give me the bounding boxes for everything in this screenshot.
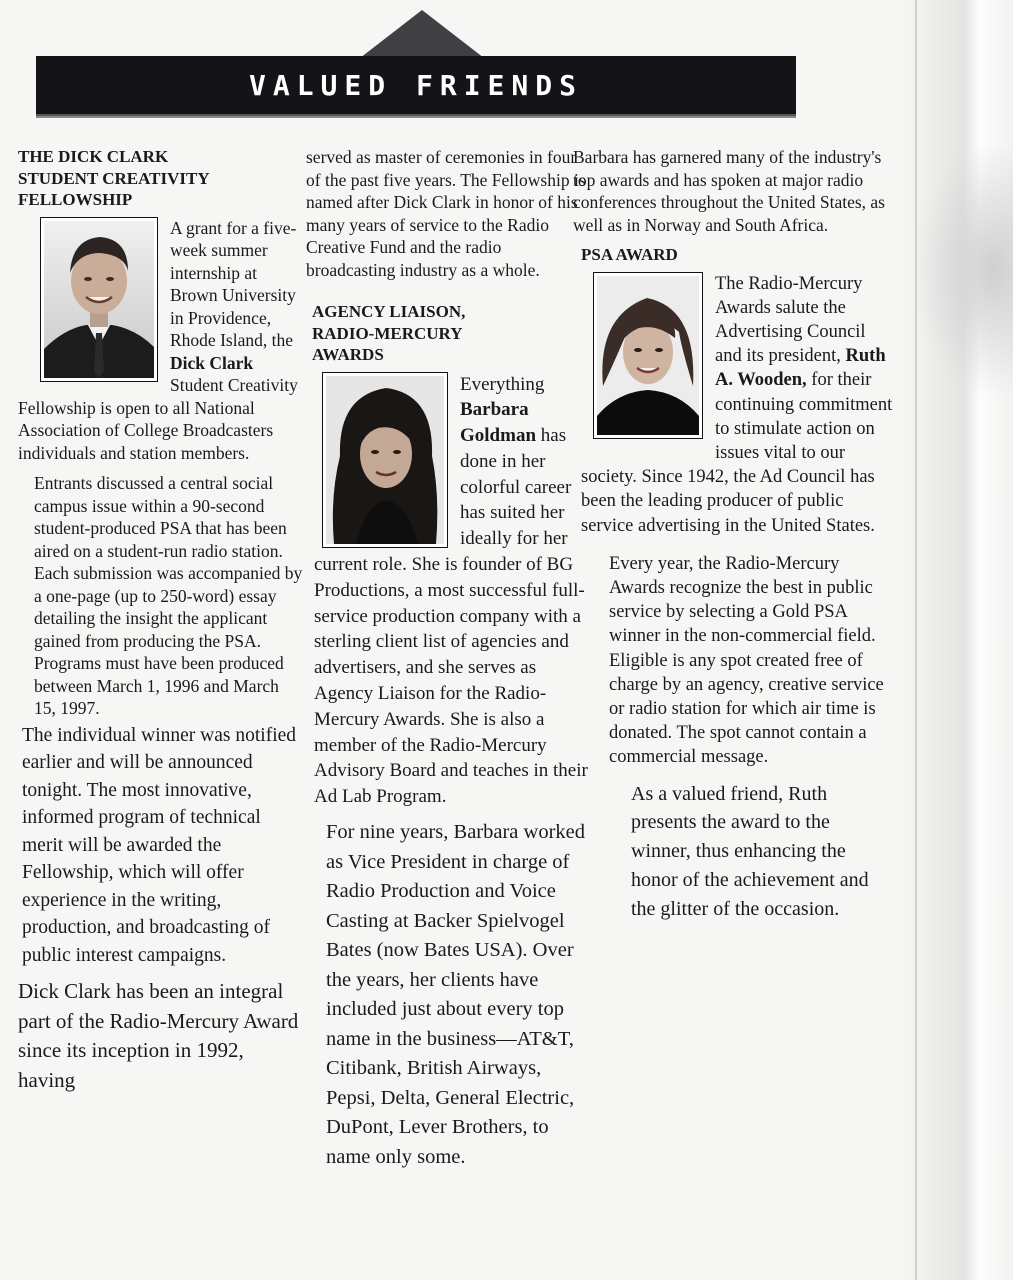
barbara-goldman-awards: Barbara has garnered many of the industry's top awards and has spoken at major radio conferences throughout the United States, as well as in Norway and South Africa. xyxy=(573,147,885,235)
barbara-goldman-career: For nine years, Barbara worked as Vice President in charge of Radio Production and Voice Casting at Backer Spielvogel Bates (now Bates USA). Over the years, her clients have included just about every top name in the business—AT&T, Citibank, British Airways, Pepsi, Delta, General Electric, DuPont, Lever Brothers, to name only some. xyxy=(326,821,586,1168)
page-shading xyxy=(913,140,1013,400)
dick-clark-photo xyxy=(40,217,158,382)
dick-clark-entrants: Entrants discussed a central social campus issue within a 90-second student-produced PSA that has been aired on a student-run radio station. Each submission was accompanied by a one-page (up to 250-word) essay detailing the insight the applicant gained from producing the PSA. Programs must have been produced between March 1, 1996 and March 15, 1997. xyxy=(34,473,303,718)
dick-clark-heading: THE DICK CLARK STUDENT CREATIVITY FELLOWSHIP xyxy=(18,147,210,209)
ruth-wooden-intro: The Radio-Mercury Awards salute the Advertising Council and its president, Ruth A. Wooden, for their continuing commitment to stimulate action on issues vital to our society. Since 1942, the Ad Council has been the leading producer of public service advertising in the United States. xyxy=(581,273,893,536)
section-title: VALUED FRIENDS xyxy=(248,69,583,102)
psa-award-heading: PSA AWARD xyxy=(581,245,678,264)
banner-triangle xyxy=(360,10,484,58)
psa-award-presentation: As a valued friend, Ruth presents the award to the winner, thus enhancing the honor of the achievement and the glitter of the occasion. xyxy=(631,782,869,920)
dick-clark-history-cont: served as master of ceremonies in four of the past five years. The Fellowship is named after Dick Clark in honor of his many years of service to the Radio Creative Fund and the radio broadcasting industry as a whole. xyxy=(306,147,586,280)
psa-award-criteria: Every year, the Radio-Mercury Awards recognize the best in public service by selecting a Gold PSA winner in the non-commercial field. Eligible is any spot created free of charge by an agency, creative service or radio station for which air time is donated. The spot cannot contain a commercial message. xyxy=(609,553,884,768)
section-banner xyxy=(36,56,796,116)
column-agency-liaison xyxy=(306,146,591,1180)
barbara-goldman-photo xyxy=(322,372,448,548)
column-dick-clark xyxy=(18,146,303,1103)
dick-clark-history: Dick Clark has been an integral part of the Radio-Mercury Award since its inception in 1992, having xyxy=(18,979,299,1092)
dick-clark-intro: A grant for a five-week summer internship at Brown University in Providence, Rhode Island, the Dick Clark Student Creativity Fellowship is open to all National Association of College Broadcasters individuals and station members. xyxy=(18,217,298,463)
column-psa-award xyxy=(573,146,893,932)
dick-clark-winner: The individual winner was notified earlier and will be announced tonight. The most innovative, informed program of technical merit will be awarded the Fellowship, which will offer experience in the writing, production, and broadcasting of public interest campaigns. xyxy=(22,724,297,966)
agency-liaison-heading: AGENCY LIAISON, RADIO-MERCURY AWARDS xyxy=(312,302,466,364)
barbara-goldman-bio: Everything Barbara Goldman has done in her colorful career has suited her ideally for her current role. She is founder of BG Productions, a most successful full-service production company with a sterling client list of agencies and advertisers, and she serves as Agency Liaison for the Radio-Mercury Awards. She is also a member of the Radio-Mercury Advisory Board and teaches in their Ad Lab Program. xyxy=(314,373,588,808)
ruth-wooden-photo xyxy=(593,272,703,439)
